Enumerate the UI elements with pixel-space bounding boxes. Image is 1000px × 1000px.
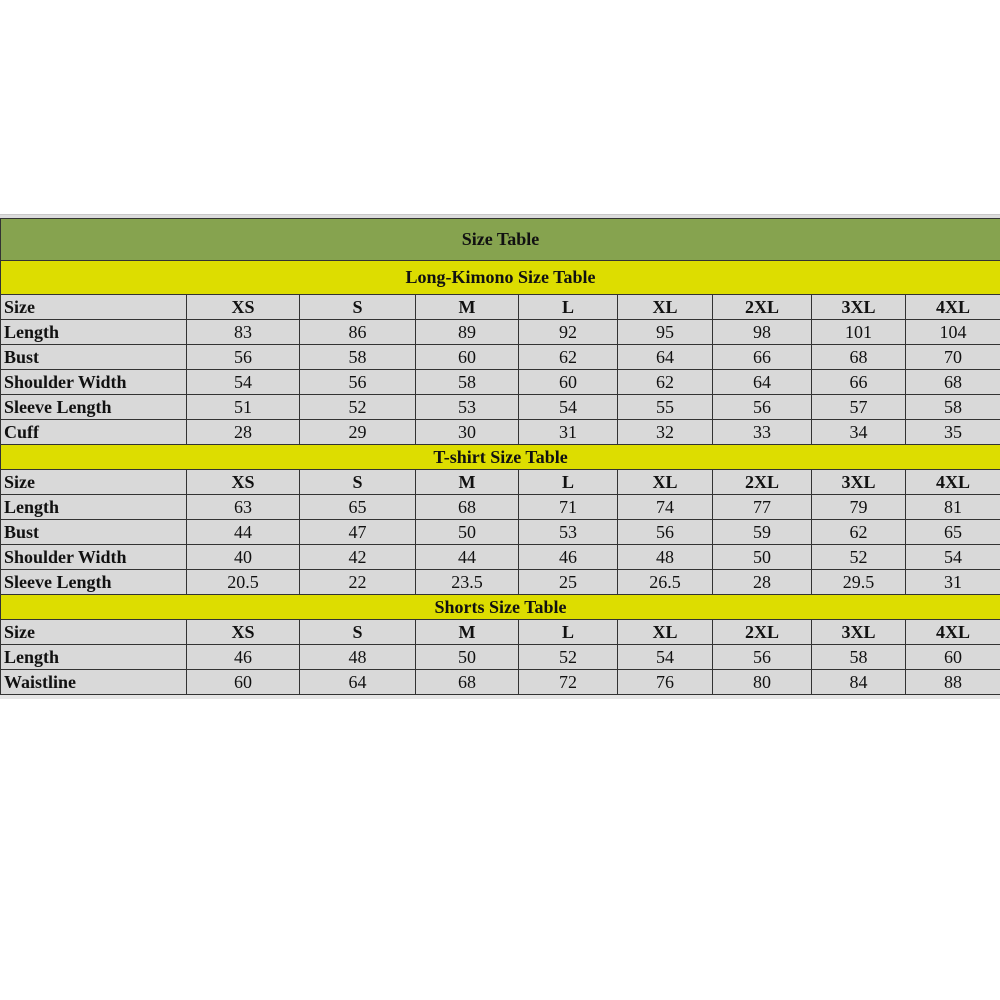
measurement-value-cell: 66 — [713, 345, 812, 370]
measurement-value-cell: 76 — [618, 670, 713, 695]
measurement-value-cell: 58 — [300, 345, 416, 370]
measurement-value-cell: 64 — [300, 670, 416, 695]
table-row — [1, 395, 1000, 420]
measurement-value-cell: 68 — [906, 370, 1000, 395]
measurement-value-cell: 68 — [416, 670, 519, 695]
measurement-value-cell: 30 — [416, 420, 519, 445]
table-row — [1, 320, 1000, 345]
measurement-value-cell: 50 — [416, 520, 519, 545]
measurement-value-cell: 62 — [618, 370, 713, 395]
measurement-value-cell: 56 — [618, 520, 713, 545]
measurement-value-cell: 95 — [618, 320, 713, 345]
measurement-label-cell: Shoulder Width — [1, 370, 187, 395]
section-title: Long-Kimono Size Table — [1, 261, 1000, 295]
size-header-cell: XL — [618, 620, 713, 645]
main-title: Size Table — [1, 219, 1000, 261]
header-label-cell: Size — [1, 470, 187, 495]
header-label-cell: Size — [1, 620, 187, 645]
measurement-value-cell: 63 — [187, 495, 300, 520]
measurement-value-cell: 74 — [618, 495, 713, 520]
measurement-value-cell: 22 — [300, 570, 416, 595]
size-header-cell: L — [519, 470, 618, 495]
measurement-label-cell: Shoulder Width — [1, 545, 187, 570]
size-header-cell: M — [416, 620, 519, 645]
measurement-value-cell: 58 — [906, 395, 1000, 420]
measurement-value-cell: 56 — [713, 395, 812, 420]
table-row — [1, 370, 1000, 395]
section-title-row — [1, 595, 1000, 620]
size-header-row — [1, 295, 1000, 320]
measurement-value-cell: 65 — [906, 520, 1000, 545]
measurement-value-cell: 80 — [713, 670, 812, 695]
size-header-cell: 4XL — [906, 470, 1000, 495]
size-header-cell: S — [300, 470, 416, 495]
size-header-cell: 4XL — [906, 620, 1000, 645]
measurement-value-cell: 25 — [519, 570, 618, 595]
measurement-value-cell: 98 — [713, 320, 812, 345]
measurement-value-cell: 53 — [416, 395, 519, 420]
measurement-value-cell: 88 — [906, 670, 1000, 695]
measurement-label-cell: Sleeve Length — [1, 570, 187, 595]
table-row — [1, 520, 1000, 545]
size-header-cell: 3XL — [812, 295, 906, 320]
section-title-row — [1, 445, 1000, 470]
size-header-cell: XS — [187, 470, 300, 495]
measurement-value-cell: 60 — [906, 645, 1000, 670]
measurement-value-cell: 29 — [300, 420, 416, 445]
measurement-value-cell: 68 — [416, 495, 519, 520]
measurement-value-cell: 64 — [713, 370, 812, 395]
measurement-value-cell: 56 — [300, 370, 416, 395]
size-header-cell: XS — [187, 620, 300, 645]
table-row — [1, 570, 1000, 595]
measurement-value-cell: 44 — [187, 520, 300, 545]
measurement-value-cell: 81 — [906, 495, 1000, 520]
table-row — [1, 645, 1000, 670]
measurement-value-cell: 58 — [812, 645, 906, 670]
measurement-value-cell: 47 — [300, 520, 416, 545]
measurement-value-cell: 54 — [187, 370, 300, 395]
size-header-cell: 4XL — [906, 295, 1000, 320]
size-header-cell: S — [300, 620, 416, 645]
measurement-label-cell: Length — [1, 320, 187, 345]
header-label-cell: Size — [1, 295, 187, 320]
size-table-body — [1, 219, 1000, 695]
measurement-value-cell: 29.5 — [812, 570, 906, 595]
measurement-value-cell: 56 — [713, 645, 812, 670]
measurement-value-cell: 55 — [618, 395, 713, 420]
measurement-value-cell: 46 — [519, 545, 618, 570]
measurement-value-cell: 89 — [416, 320, 519, 345]
measurement-value-cell: 86 — [300, 320, 416, 345]
measurement-value-cell: 50 — [713, 545, 812, 570]
measurement-value-cell: 33 — [713, 420, 812, 445]
measurement-value-cell: 54 — [618, 645, 713, 670]
size-header-cell: M — [416, 295, 519, 320]
size-header-cell: L — [519, 295, 618, 320]
measurement-value-cell: 59 — [713, 520, 812, 545]
measurement-value-cell: 28 — [713, 570, 812, 595]
size-header-cell: XS — [187, 295, 300, 320]
measurement-value-cell: 52 — [519, 645, 618, 670]
size-header-cell: XL — [618, 295, 713, 320]
measurement-value-cell: 23.5 — [416, 570, 519, 595]
measurement-value-cell: 35 — [906, 420, 1000, 445]
measurement-value-cell: 62 — [519, 345, 618, 370]
measurement-value-cell: 51 — [187, 395, 300, 420]
measurement-value-cell: 54 — [906, 545, 1000, 570]
measurement-value-cell: 53 — [519, 520, 618, 545]
size-header-cell: 2XL — [713, 620, 812, 645]
section-title: Shorts Size Table — [1, 595, 1000, 620]
size-sheet — [0, 214, 1000, 699]
measurement-value-cell: 52 — [812, 545, 906, 570]
measurement-value-cell: 60 — [187, 670, 300, 695]
measurement-value-cell: 31 — [906, 570, 1000, 595]
measurement-value-cell: 26.5 — [618, 570, 713, 595]
measurement-value-cell: 83 — [187, 320, 300, 345]
measurement-value-cell: 32 — [618, 420, 713, 445]
measurement-value-cell: 72 — [519, 670, 618, 695]
table-row — [1, 420, 1000, 445]
measurement-label-cell: Sleeve Length — [1, 395, 187, 420]
measurement-value-cell: 58 — [416, 370, 519, 395]
table-row — [1, 495, 1000, 520]
measurement-value-cell: 44 — [416, 545, 519, 570]
measurement-value-cell: 42 — [300, 545, 416, 570]
measurement-value-cell: 62 — [812, 520, 906, 545]
size-header-cell: M — [416, 470, 519, 495]
size-header-row — [1, 470, 1000, 495]
measurement-value-cell: 104 — [906, 320, 1000, 345]
size-header-cell: L — [519, 620, 618, 645]
measurement-label-cell: Cuff — [1, 420, 187, 445]
measurement-value-cell: 48 — [618, 545, 713, 570]
size-header-cell: 2XL — [713, 295, 812, 320]
measurement-label-cell: Bust — [1, 345, 187, 370]
measurement-label-cell: Length — [1, 645, 187, 670]
measurement-value-cell: 40 — [187, 545, 300, 570]
size-header-cell: 3XL — [812, 470, 906, 495]
measurement-value-cell: 54 — [519, 395, 618, 420]
section-title-row — [1, 261, 1000, 295]
measurement-value-cell: 57 — [812, 395, 906, 420]
measurement-value-cell: 60 — [519, 370, 618, 395]
main-title-row — [1, 219, 1000, 261]
measurement-label-cell: Bust — [1, 520, 187, 545]
measurement-value-cell: 60 — [416, 345, 519, 370]
measurement-value-cell: 92 — [519, 320, 618, 345]
measurement-value-cell: 101 — [812, 320, 906, 345]
measurement-value-cell: 64 — [618, 345, 713, 370]
size-header-cell: XL — [618, 470, 713, 495]
table-row — [1, 670, 1000, 695]
section-title: T-shirt Size Table — [1, 445, 1000, 470]
measurement-value-cell: 56 — [187, 345, 300, 370]
size-header-cell: S — [300, 295, 416, 320]
measurement-value-cell: 31 — [519, 420, 618, 445]
measurement-value-cell: 50 — [416, 645, 519, 670]
size-header-row — [1, 620, 1000, 645]
measurement-value-cell: 28 — [187, 420, 300, 445]
size-header-cell: 2XL — [713, 470, 812, 495]
measurement-value-cell: 52 — [300, 395, 416, 420]
measurement-value-cell: 77 — [713, 495, 812, 520]
measurement-value-cell: 68 — [812, 345, 906, 370]
measurement-label-cell: Length — [1, 495, 187, 520]
measurement-value-cell: 71 — [519, 495, 618, 520]
measurement-value-cell: 20.5 — [187, 570, 300, 595]
measurement-value-cell: 70 — [906, 345, 1000, 370]
size-table — [0, 218, 1000, 695]
measurement-value-cell: 46 — [187, 645, 300, 670]
measurement-value-cell: 48 — [300, 645, 416, 670]
measurement-label-cell: Waistline — [1, 670, 187, 695]
measurement-value-cell: 84 — [812, 670, 906, 695]
sheet-gridline-bottom — [0, 695, 1000, 699]
measurement-value-cell: 79 — [812, 495, 906, 520]
measurement-value-cell: 34 — [812, 420, 906, 445]
measurement-value-cell: 66 — [812, 370, 906, 395]
measurement-value-cell: 65 — [300, 495, 416, 520]
size-header-cell: 3XL — [812, 620, 906, 645]
table-row — [1, 545, 1000, 570]
table-row — [1, 345, 1000, 370]
